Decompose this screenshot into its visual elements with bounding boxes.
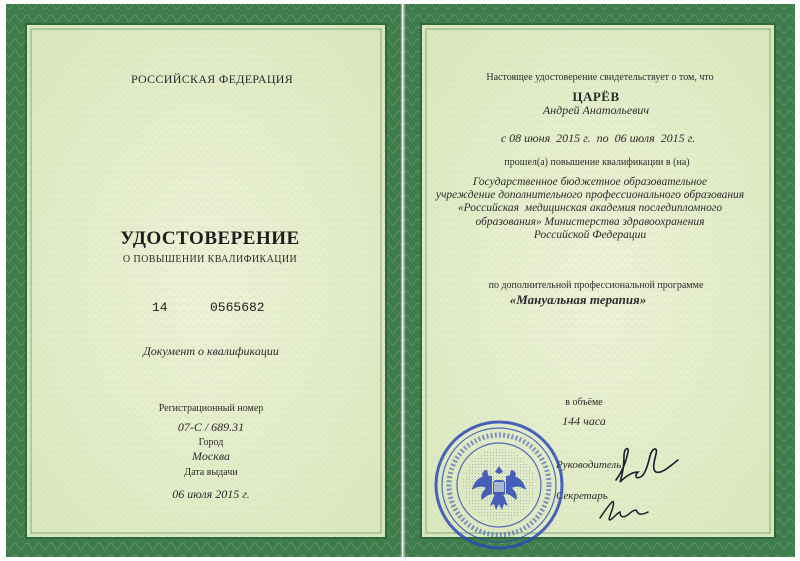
registration-label: Регистрационный номер: [158, 403, 264, 414]
holder-name: Андрей Анатольевич: [542, 103, 650, 117]
holder-surname: ЦАРЁВ: [572, 89, 620, 104]
head-signature-icon: [612, 442, 682, 486]
institution-line-2: учреждение дополнительного профессионального образования: [435, 189, 745, 201]
certificate-title: УДОСТОВЕРЕНИЕ: [120, 228, 300, 249]
program-label: по дополнительной профессиональной программе: [488, 280, 704, 291]
passed-label: прошел(а) повышение квалификации в (на): [504, 157, 690, 168]
document-type: Документ о квалификации: [143, 344, 279, 358]
volume-value: 144 часа: [562, 414, 606, 428]
head-label: Руководитель: [556, 459, 622, 471]
page-fold: [400, 0, 406, 561]
city-value: Москва: [192, 449, 230, 463]
country-heading: РОССИЙСКАЯ ФЕДЕРАЦИЯ: [130, 72, 294, 86]
secretary-label: Секретарь: [556, 490, 608, 502]
secretary-signature-icon: [596, 496, 652, 526]
issue-date-value: 06 июля 2015 г.: [172, 487, 250, 501]
training-period: с 08 июня 2015 г. по 06 июля 2015 г.: [500, 131, 696, 145]
issue-date-label: Дата выдачи: [184, 467, 238, 478]
series-number: 14: [152, 300, 168, 315]
registration-number: 07-С / 689.31: [177, 420, 245, 434]
city-label: Город: [198, 437, 224, 448]
stamp-seal-icon: [432, 418, 566, 552]
volume-label: в объёме: [565, 397, 603, 408]
institution-line-5: Российской Федерации: [533, 229, 647, 241]
certificate-subtitle: О ПОВЫШЕНИИ КВАЛИФИКАЦИИ: [122, 254, 298, 265]
program-name: «Мануальная терапия»: [509, 292, 647, 307]
document-number: 0565682: [210, 300, 265, 315]
institution-line-4: образования» Министерства здравоохранения: [475, 216, 705, 228]
institution-line-3: «Российская медицинская академия последипломного: [457, 202, 723, 214]
intro-text: Настоящее удостоверение свидетельствует о том, что: [486, 72, 714, 83]
institution-line-1: Государственное бюджетное образовательное: [472, 176, 708, 188]
